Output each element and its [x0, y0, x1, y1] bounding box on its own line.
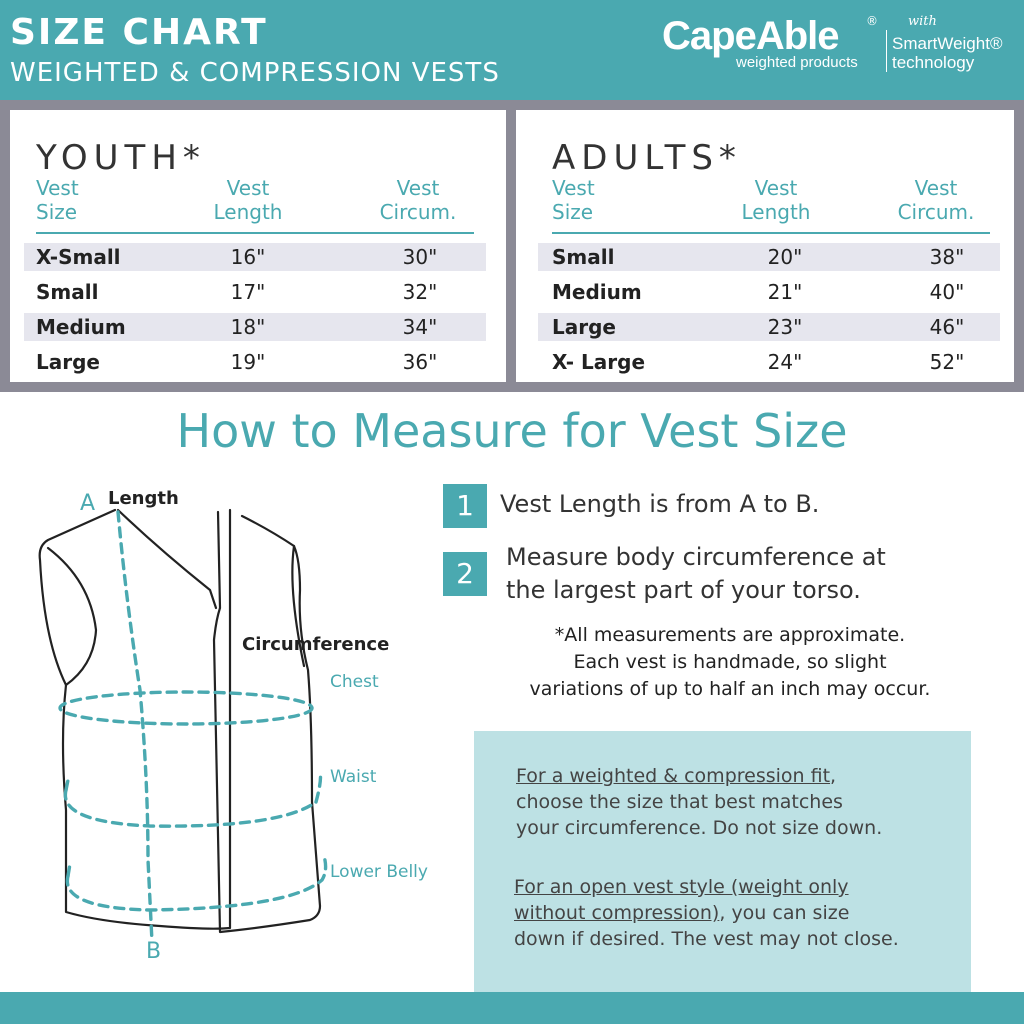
header-line: Vest: [552, 176, 595, 200]
vest-left-neckline: [118, 510, 216, 608]
length-dashed-line: [118, 512, 152, 942]
brand-logo: CapeAble: [662, 14, 839, 58]
length-cell: 20": [767, 245, 803, 269]
waist-dashed-line: [65, 790, 316, 826]
header-line: Vest: [226, 176, 270, 200]
adults-header-rule: [552, 232, 990, 234]
compression-fit-line1: [516, 763, 882, 789]
step-2-line1: Measure body circumference at: [506, 543, 886, 571]
size-cell: X- Large: [552, 350, 646, 374]
open-vest-paragraph: [514, 874, 899, 952]
circum-cell: 30": [402, 245, 438, 269]
waist-back-left: [66, 780, 68, 790]
header-line: Size: [36, 200, 78, 224]
point-b-label: B: [146, 939, 162, 964]
compression-fit-paragraph: [516, 763, 882, 841]
vest-diagram: [30, 480, 450, 980]
header-line: Circum.: [379, 200, 457, 224]
adults-col-circum-header: [888, 176, 984, 224]
vest-left-armhole: [48, 548, 96, 685]
table-row: [538, 243, 1000, 271]
step-2-text: [506, 541, 886, 607]
approximate-note: [470, 622, 990, 703]
header-banner: [0, 0, 1024, 100]
waist-label: Waist: [330, 767, 377, 787]
table-row: [538, 278, 1000, 306]
comma: ,: [830, 765, 837, 787]
lower-belly-dashed-line: [67, 856, 325, 910]
youth-col-circum-header: [370, 176, 466, 224]
logo-tech-line1: SmartWeight®: [892, 34, 1003, 53]
logo-divider: [886, 30, 887, 72]
page-title: SIZE CHART: [10, 12, 268, 53]
size-cell: Medium: [36, 315, 126, 339]
compression-fit-line3: your circumference. Do not size down.: [516, 817, 883, 839]
table-row: [538, 348, 1000, 376]
note-line2: Each vest is handmade, so slight: [573, 651, 887, 673]
size-cell: X-Small: [36, 245, 121, 269]
brand-registered-mark: ®: [866, 14, 878, 28]
header-line: Length: [741, 200, 811, 224]
header-line: Vest: [914, 176, 958, 200]
header-line: Vest: [36, 176, 79, 200]
compression-fit-heading: For a weighted & compression fit: [516, 765, 831, 787]
header-line: Length: [213, 200, 283, 224]
header-line: Vest: [396, 176, 440, 200]
lower-belly-left-dashed: [68, 864, 70, 876]
step-2-badge: 2: [443, 552, 487, 596]
step-2-line2: the largest part of your torso.: [506, 576, 861, 604]
compression-fit-line2: choose the size that best matches: [516, 791, 843, 813]
header-line: Size: [552, 200, 594, 224]
measure-heading: How to Measure for Vest Size: [176, 404, 848, 458]
youth-col-length-header: [208, 176, 288, 224]
header-line: Vest: [754, 176, 798, 200]
adults-title: ADULTS*: [552, 138, 742, 178]
brand-tagline: weighted products: [736, 54, 858, 71]
circum-cell: 46": [929, 315, 965, 339]
open-vest-line2: [514, 900, 899, 926]
open-vest-heading-line1: For an open vest style (weight only: [514, 876, 849, 898]
waist-back-dashed: [316, 772, 321, 802]
circum-cell: 38": [929, 245, 965, 269]
length-cell: 18": [230, 315, 266, 339]
size-cell: Large: [36, 350, 100, 374]
youth-header-rule: [36, 232, 474, 234]
chest-label: Chest: [330, 672, 379, 692]
circum-cell: 32": [402, 280, 438, 304]
lower-belly-label: Lower Belly: [330, 862, 428, 882]
footer-bar: [0, 992, 1024, 1024]
length-cell: 24": [767, 350, 803, 374]
table-row: [538, 313, 1000, 341]
fit-guidance-box: [474, 731, 971, 993]
open-vest-line2-rest: , you can size: [719, 902, 850, 924]
circum-cell: 36": [402, 350, 438, 374]
length-cell: 19": [230, 350, 266, 374]
length-cell: 21": [767, 280, 803, 304]
adults-col-size-header: [552, 176, 595, 224]
table-row: [24, 313, 486, 341]
chest-dashed-ellipse: [60, 692, 312, 724]
youth-size-table: [10, 110, 506, 382]
table-row: [24, 278, 486, 306]
circum-cell: 40": [929, 280, 965, 304]
note-line3: variations of up to half an inch may occur.: [529, 678, 931, 700]
point-a-label: A: [80, 491, 96, 516]
youth-col-size-header: [36, 176, 79, 224]
adults-size-table: [516, 110, 1014, 382]
circum-cell: 52": [929, 350, 965, 374]
size-cell: Large: [552, 315, 616, 339]
length-cell: 17": [230, 280, 266, 304]
table-row: [24, 243, 486, 271]
size-cell: Medium: [552, 280, 642, 304]
logo-tech-line2: technology: [892, 53, 975, 72]
length-label: Length: [108, 488, 179, 509]
length-cell: 23": [767, 315, 803, 339]
header-line: Circum.: [897, 200, 975, 224]
length-cell: 16": [230, 245, 266, 269]
size-cell: Small: [36, 280, 99, 304]
adults-col-length-header: [730, 176, 822, 224]
youth-title: YOUTH*: [36, 138, 206, 178]
table-row: [24, 348, 486, 376]
page-subtitle: WEIGHTED & COMPRESSION VESTS: [10, 58, 500, 88]
logo-with-text: with: [908, 14, 937, 29]
step-1-text: Vest Length is from A to B.: [500, 490, 820, 518]
size-cell: Small: [552, 245, 615, 269]
note-line1: *All measurements are approximate.: [554, 624, 906, 646]
circumference-label: Circumference: [242, 634, 390, 655]
open-vest-line3: down if desired. The vest may not close.: [514, 928, 899, 950]
step-1-badge: 1: [443, 484, 487, 528]
vest-left-outline: [40, 510, 230, 929]
open-vest-heading-line2: without compression): [514, 902, 720, 924]
circum-cell: 34": [402, 315, 438, 339]
